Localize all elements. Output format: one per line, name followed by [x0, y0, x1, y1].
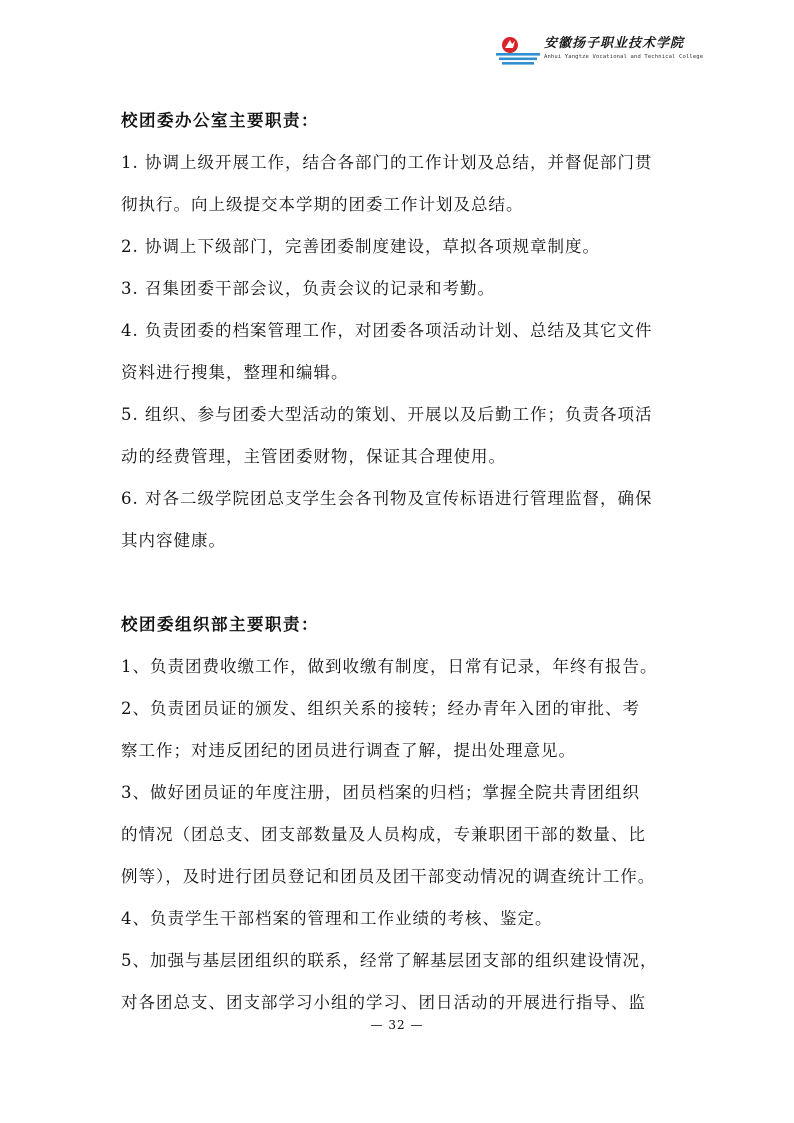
paragraph-line: 1. 协调上级开展工作，结合各部门的工作计划及总结，并督促部门贯 — [121, 153, 653, 172]
paragraph-line: 3、做好团员证的年度注册，团员档案的归档；掌握全院共青团组织 — [121, 783, 640, 802]
paragraph-line: 1、负责团费收缴工作，做到收缴有制度，日常有记录，年终有报告。 — [121, 657, 658, 676]
page-number: — 32 — — [370, 1018, 424, 1032]
college-name-block — [544, 36, 704, 62]
paragraph-line: 彻执行。向上级提交本学期的团委工作计划及总结。 — [121, 195, 524, 214]
college-name-en: Anhui Yangtze Vocational and Technical College — [544, 54, 704, 60]
paragraph-line: 对各团总支、团支部学习小组的学习、团日活动的开展进行指导、监 — [121, 993, 646, 1012]
paragraph-line: 例等），及时进行团员登记和团员及团干部变动情况的调查统计工作。 — [121, 867, 656, 886]
paragraph-line: 5、加强与基层团组织的联系，经常了解基层团支部的组织建设情况， — [121, 951, 658, 970]
paragraph-line: 2. 协调上下级部门，完善团委制度建设，草拟各项规章制度。 — [121, 237, 600, 256]
college-name-cn: 安徽扬子职业技术学院 — [544, 36, 685, 51]
paragraph-line: 资料进行搜集，整理和编辑。 — [121, 363, 349, 382]
section-title-office: 校团委办公室主要职责： — [121, 111, 319, 130]
college-logo-icon — [496, 36, 540, 68]
paragraph-line: 5. 组织、参与团委大型活动的策划、开展以及后勤工作；负责各项活 — [121, 405, 653, 424]
paragraph-line: 6. 对各二级学院团总支学生会各刊物及宣传标语进行管理监督，确保 — [121, 489, 653, 508]
document-body — [121, 100, 681, 1024]
paragraph-line: 4. 负责团委的档案管理工作，对团委各项活动计划、总结及其它文件 — [121, 321, 653, 340]
college-header — [496, 36, 704, 70]
paragraph-line: 2、负责团员证的颁发、组织关系的接转；经办青年入团的审批、考 — [121, 699, 640, 718]
paragraph-line: 动的经费管理，主管团委财物，保证其合理使用。 — [121, 447, 506, 466]
section-title-organization: 校团委组织部主要职责： — [121, 615, 319, 634]
paragraph-line: 3. 召集团委干部会议，负责会议的记录和考勤。 — [121, 279, 495, 298]
paragraph-line: 其内容健康。 — [121, 531, 226, 550]
paragraph-line: 察工作；对违反团纪的团员进行调查了解，提出处理意见。 — [121, 741, 576, 760]
paragraph-line: 的情况（团总支、团支部数量及人员构成，专兼职团干部的数量、比 — [121, 825, 646, 844]
paragraph-line: 4、负责学生干部档案的管理和工作业绩的考核、鉴定。 — [121, 909, 553, 928]
section-spacer — [121, 562, 681, 604]
